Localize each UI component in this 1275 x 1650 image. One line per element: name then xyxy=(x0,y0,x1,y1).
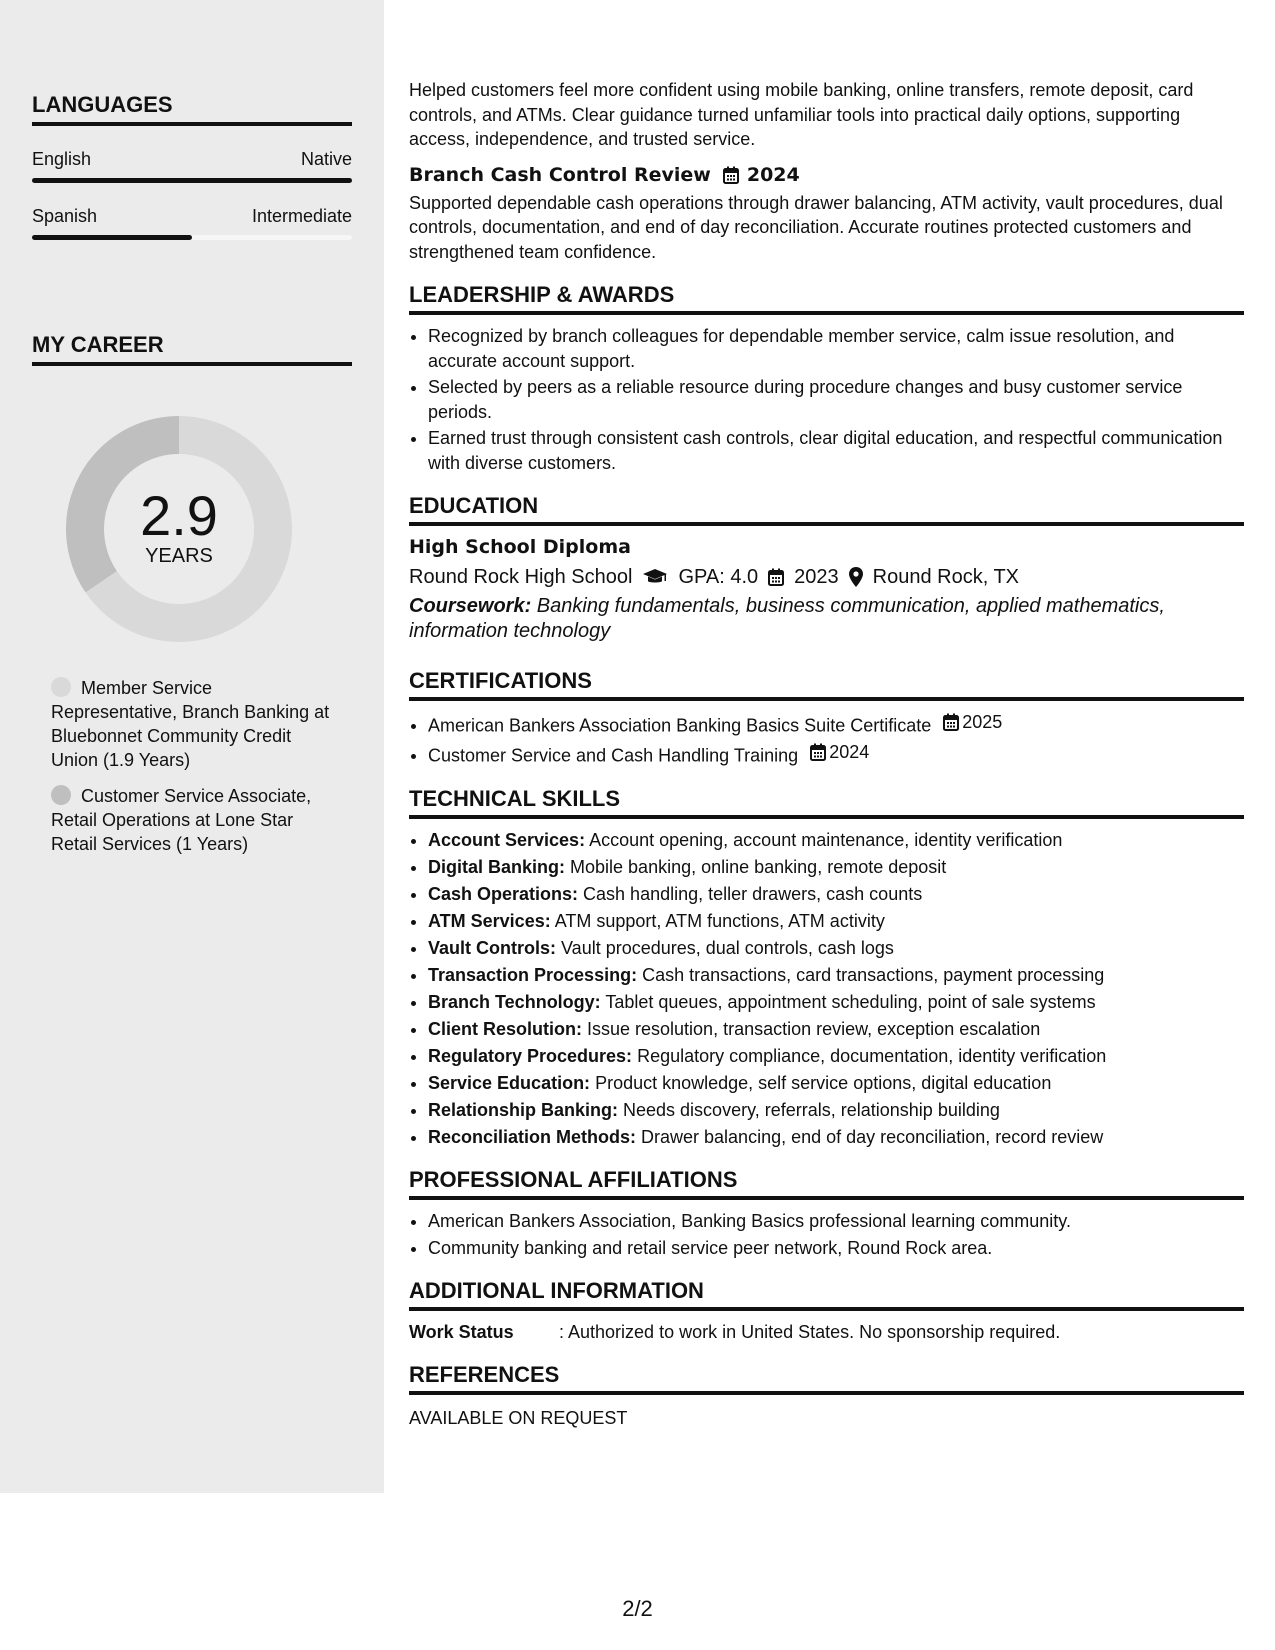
work-status-row xyxy=(409,1320,1244,1344)
skill-label: Relationship Banking: xyxy=(428,1099,619,1120)
coursework-label: Coursework: xyxy=(409,595,532,617)
skill-label: Regulatory Procedures: xyxy=(428,1045,633,1066)
work-status-value: : Authorized to work in United States. No sponsorship required. xyxy=(559,1322,1061,1342)
additional-info-heading: ADDITIONAL INFORMATION xyxy=(409,1278,1244,1311)
leadership-list xyxy=(409,324,1244,475)
career-total-value: 2.9 xyxy=(140,484,218,547)
references-heading: REFERENCES xyxy=(409,1362,1244,1395)
language-level: Intermediate xyxy=(251,206,352,226)
skill-label: Digital Banking: xyxy=(428,856,566,877)
language-name: Spanish xyxy=(32,206,98,226)
skill-item xyxy=(428,828,1244,853)
education-location: Round Rock, TX xyxy=(872,566,1020,588)
skill-item xyxy=(428,1125,1244,1150)
references-text: AVAILABLE ON REQUEST xyxy=(409,1408,628,1428)
education-school: Round Rock High School xyxy=(409,566,633,588)
skill-item xyxy=(428,1071,1244,1096)
list-item: • Earned trust through consistent cash controls, clear digital education, and respectful communication with diverse customers. xyxy=(428,426,1244,475)
skill-label: ATM Services: xyxy=(428,910,551,931)
skill-value: Mobile banking, online banking, remote deposit xyxy=(565,856,947,877)
skill-label: Vault Controls: xyxy=(428,937,557,958)
list-item: • Recognized by branch colleagues for dependable member service, calm issue resolution, and accurate account support. xyxy=(428,324,1244,373)
skill-label: Transaction Processing: xyxy=(428,964,638,985)
skill-item xyxy=(428,936,1244,961)
skill-value: Account opening, account maintenance, identity verification xyxy=(585,829,1063,850)
sidebar xyxy=(0,0,384,1493)
skill-item xyxy=(428,1044,1244,1069)
calendar-icon xyxy=(768,568,784,586)
list-item: • Selected by peers as a reliable resource during procedure changes and busy customer service periods. xyxy=(428,375,1244,424)
skill-label: Branch Technology: xyxy=(428,991,601,1012)
language-proficiency-fill xyxy=(32,235,192,240)
skill-value: Regulatory compliance, documentation, identity verification xyxy=(632,1045,1107,1066)
list-item: • Community banking and retail service peer network, Round Rock area. xyxy=(428,1236,1244,1261)
career-total xyxy=(66,416,292,642)
language-item xyxy=(32,148,352,183)
skills-list xyxy=(409,828,1244,1150)
skill-item xyxy=(428,855,1244,880)
calendar-icon xyxy=(723,166,739,184)
skill-label: Cash Operations: xyxy=(428,883,579,904)
affiliations-heading: PROFESSIONAL AFFILIATIONS xyxy=(409,1167,1244,1200)
graduation-cap-icon xyxy=(642,568,668,586)
project-year: 2024 xyxy=(746,163,800,186)
list-item xyxy=(428,740,1244,768)
affiliations-list xyxy=(409,1209,1244,1260)
skill-item xyxy=(428,1098,1244,1123)
language-proficiency-fill xyxy=(32,178,352,183)
skills-heading: TECHNICAL SKILLS xyxy=(409,786,1244,819)
calendar-icon xyxy=(943,713,959,731)
skill-value: Cash handling, teller drawers, cash counts xyxy=(578,883,923,904)
skill-value: Tablet queues, appointment scheduling, point of sale systems xyxy=(600,991,1096,1012)
calendar-icon xyxy=(810,743,826,761)
skill-value: Needs discovery, referrals, relationship building xyxy=(618,1099,1000,1120)
education-details xyxy=(409,562,1244,592)
career-legend xyxy=(51,676,331,868)
career-legend-label: Customer Service Associate, Retail Operations at Lone Star Retail Services (1 Years) xyxy=(51,786,312,854)
skill-label: Service Education: xyxy=(428,1072,591,1093)
skill-value: Drawer balancing, end of day reconciliation, record review xyxy=(636,1126,1104,1147)
education-coursework xyxy=(409,594,1244,644)
work-status-label: Work Status xyxy=(409,1322,514,1342)
page-number: 2/2 xyxy=(622,1596,653,1621)
leadership-heading: LEADERSHIP & AWARDS xyxy=(409,282,1244,315)
education-year: 2023 xyxy=(794,566,839,588)
project-title: Branch Cash Control Review xyxy=(409,163,711,186)
skill-item xyxy=(428,909,1244,934)
legend-dot xyxy=(51,785,71,805)
career-heading: MY CAREER xyxy=(32,332,352,366)
certification-name: Customer Service and Cash Handling Training xyxy=(428,745,799,765)
intro-paragraph: Helped customers feel more confident using mobile banking, online transfers, remote deposit, card controls, and ATMs. Clear guidance turned unfamiliar tools into practical daily options, supporting access, independence, and trusted service. xyxy=(409,80,1194,149)
list-item: • American Bankers Association, Banking Basics professional learning community. xyxy=(428,1209,1244,1234)
skill-item xyxy=(428,990,1244,1015)
certifications-heading: CERTIFICATIONS xyxy=(409,668,1244,701)
education-degree: High School Diploma xyxy=(409,536,631,558)
skill-value: ATM support, ATM functions, ATM activity xyxy=(550,910,885,931)
language-level: Native xyxy=(300,149,352,169)
certification-year: 2025 xyxy=(962,712,1003,732)
education-heading: EDUCATION xyxy=(409,493,1244,526)
career-donut-chart xyxy=(66,416,292,642)
main-content xyxy=(409,78,1244,1430)
skill-value: Issue resolution, transaction review, exception escalation xyxy=(582,1018,1041,1039)
career-legend-label: Member Service Representative, Branch Banking at Bluebonnet Community Credit Union (1.9 Years) xyxy=(51,678,330,770)
project-title-row xyxy=(409,164,1244,186)
language-item xyxy=(32,205,352,240)
career-legend-item xyxy=(51,676,331,772)
coursework-text: Banking fundamentals, business communication, applied mathematics, information technology xyxy=(409,595,1165,642)
certifications-list xyxy=(409,710,1244,768)
skill-item xyxy=(428,1017,1244,1042)
career-total-unit: YEARS xyxy=(145,545,213,567)
skill-value: Product knowledge, self service options, digital education xyxy=(590,1072,1052,1093)
location-pin-icon xyxy=(849,567,863,587)
education-gpa: GPA: 4.0 xyxy=(678,566,759,588)
skill-label: Client Resolution: xyxy=(428,1018,582,1039)
skill-label: Account Services: xyxy=(428,829,586,850)
skill-item xyxy=(428,963,1244,988)
project-description: Supported dependable cash operations through drawer balancing, ATM activity, vault procedures, dual controls, documentation, and end of day reconciliation. Accurate routines protected customers and strengthened team confidence. xyxy=(409,192,1223,262)
career-legend-item xyxy=(51,784,331,856)
skill-label: Reconciliation Methods: xyxy=(428,1126,637,1147)
skill-item xyxy=(428,882,1244,907)
languages-section xyxy=(32,92,352,260)
certification-name: American Bankers Association Banking Basics Suite Certificate xyxy=(428,715,932,736)
languages-heading: LANGUAGES xyxy=(32,92,352,126)
skill-value: Cash transactions, card transactions, payment processing xyxy=(637,964,1105,985)
language-name: English xyxy=(32,149,92,169)
career-section xyxy=(32,332,352,366)
certification-year: 2024 xyxy=(829,741,870,762)
language-proficiency-bar xyxy=(32,235,352,240)
language-proficiency-bar xyxy=(32,178,352,183)
legend-dot xyxy=(51,677,71,697)
list-item xyxy=(428,710,1244,738)
skill-value: Vault procedures, dual controls, cash logs xyxy=(556,937,894,958)
